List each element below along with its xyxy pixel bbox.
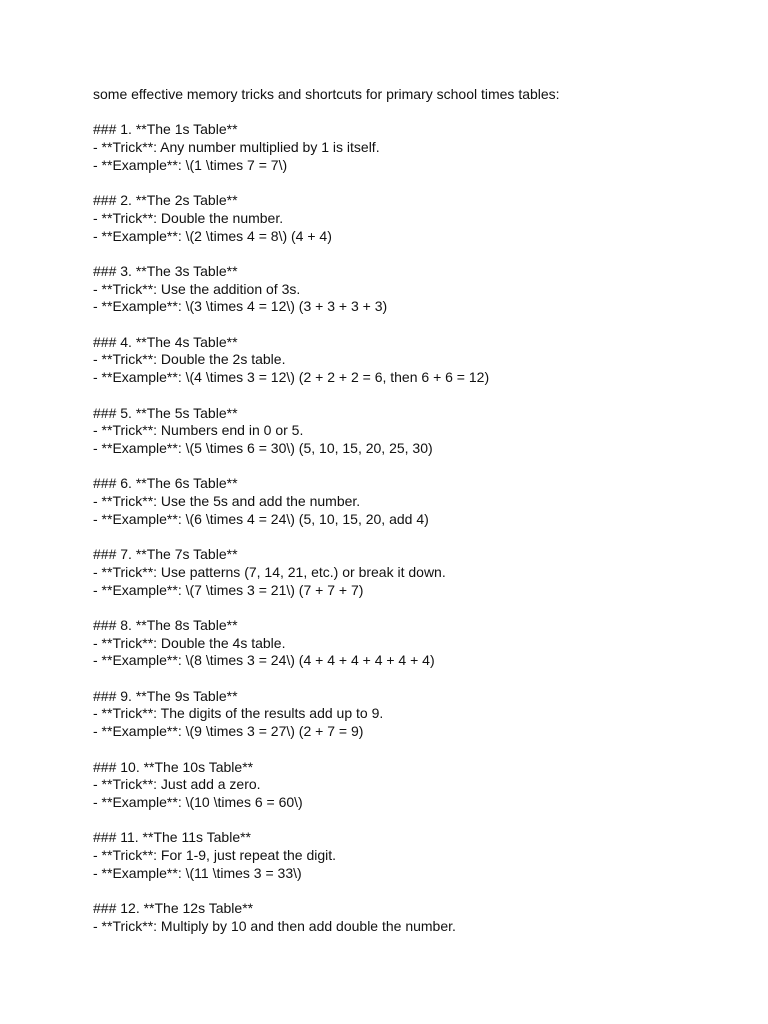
section-4s-table — [93, 334, 743, 387]
section-5s-table — [93, 405, 743, 458]
example-line: - **Example**: \(9 \times 3 = 27\) (2 + 7 = 9) — [93, 723, 364, 740]
section-heading: ### 10. **The 10s Table** — [93, 758, 254, 775]
example-line: - **Example**: \(2 \times 4 = 8\) (4 + 4) — [93, 227, 332, 244]
trick-line: - **Trick**: Multiply by 10 and then add double the number. — [93, 917, 456, 934]
example-line: - **Example**: \(3 \times 4 = 12\) (3 + 3 + 3 + 3) — [93, 298, 388, 315]
example-line: - **Example**: \(7 \times 3 = 21\) (7 + 7 + 7) — [93, 581, 364, 598]
example-line: - **Example**: \(1 \times 7 = 7\) — [93, 156, 288, 173]
section-2s-table — [93, 192, 743, 245]
intro-text: some effective memory tricks and shortcuts for primary school times tables: — [93, 86, 560, 102]
example-line: - **Example**: \(10 \times 6 = 60\) — [93, 793, 303, 810]
section-heading: ### 11. **The 11s Table** — [93, 829, 252, 846]
section-heading: ### 6. **The 6s Table** — [93, 475, 238, 492]
section-heading: ### 12. **The 12s Table** — [93, 900, 254, 917]
trick-line: - **Trick**: Use the addition of 3s. — [93, 280, 301, 297]
example-line: - **Example**: \(11 \times 3 = 33\) — [93, 864, 302, 881]
trick-line: - **Trick**: Any number multiplied by 1 is itself. — [93, 139, 380, 156]
section-heading: ### 1. **The 1s Table** — [93, 121, 238, 138]
example-line: - **Example**: \(6 \times 4 = 24\) (5, 10, 15, 20, add 4) — [93, 510, 429, 527]
section-1s-table — [93, 121, 743, 174]
example-line: - **Example**: \(8 \times 3 = 24\) (4 + 4 + 4 + 4 + 4 + 4) — [93, 652, 435, 669]
section-heading: ### 2. **The 2s Table** — [93, 192, 238, 209]
trick-line: - **Trick**: Double the number. — [93, 209, 284, 226]
section-heading: ### 3. **The 3s Table** — [93, 262, 238, 279]
trick-line: - **Trick**: Use patterns (7, 14, 21, etc.) or break it down. — [93, 563, 446, 580]
trick-line: - **Trick**: Double the 2s table. — [93, 351, 286, 368]
section-12s-table — [93, 900, 743, 935]
trick-line: - **Trick**: For 1-9, just repeat the digit. — [93, 847, 337, 864]
section-8s-table — [93, 617, 743, 670]
section-9s-table — [93, 688, 743, 741]
example-line: - **Example**: \(5 \times 6 = 30\) (5, 10, 15, 20, 25, 30) — [93, 439, 433, 456]
section-6s-table — [93, 475, 743, 528]
trick-line: - **Trick**: Double the 4s table. — [93, 634, 286, 651]
section-11s-table — [93, 829, 743, 882]
section-heading: ### 9. **The 9s Table** — [93, 687, 238, 704]
section-heading: ### 8. **The 8s Table** — [93, 616, 238, 633]
section-heading: ### 4. **The 4s Table** — [93, 333, 238, 350]
section-10s-table — [93, 759, 743, 812]
trick-line: - **Trick**: The digits of the results add up to 9. — [93, 705, 384, 722]
trick-line: - **Trick**: Use the 5s and add the number. — [93, 493, 361, 510]
section-heading: ### 5. **The 5s Table** — [93, 404, 238, 421]
document-page — [93, 86, 743, 936]
section-heading: ### 7. **The 7s Table** — [93, 546, 238, 563]
section-3s-table — [93, 263, 743, 316]
section-7s-table — [93, 546, 743, 599]
trick-line: - **Trick**: Numbers end in 0 or 5. — [93, 422, 304, 439]
example-line: - **Example**: \(4 \times 3 = 12\) (2 + 2 + 2 = 6, then 6 + 6 = 12) — [93, 369, 490, 386]
trick-line: - **Trick**: Just add a zero. — [93, 776, 261, 793]
